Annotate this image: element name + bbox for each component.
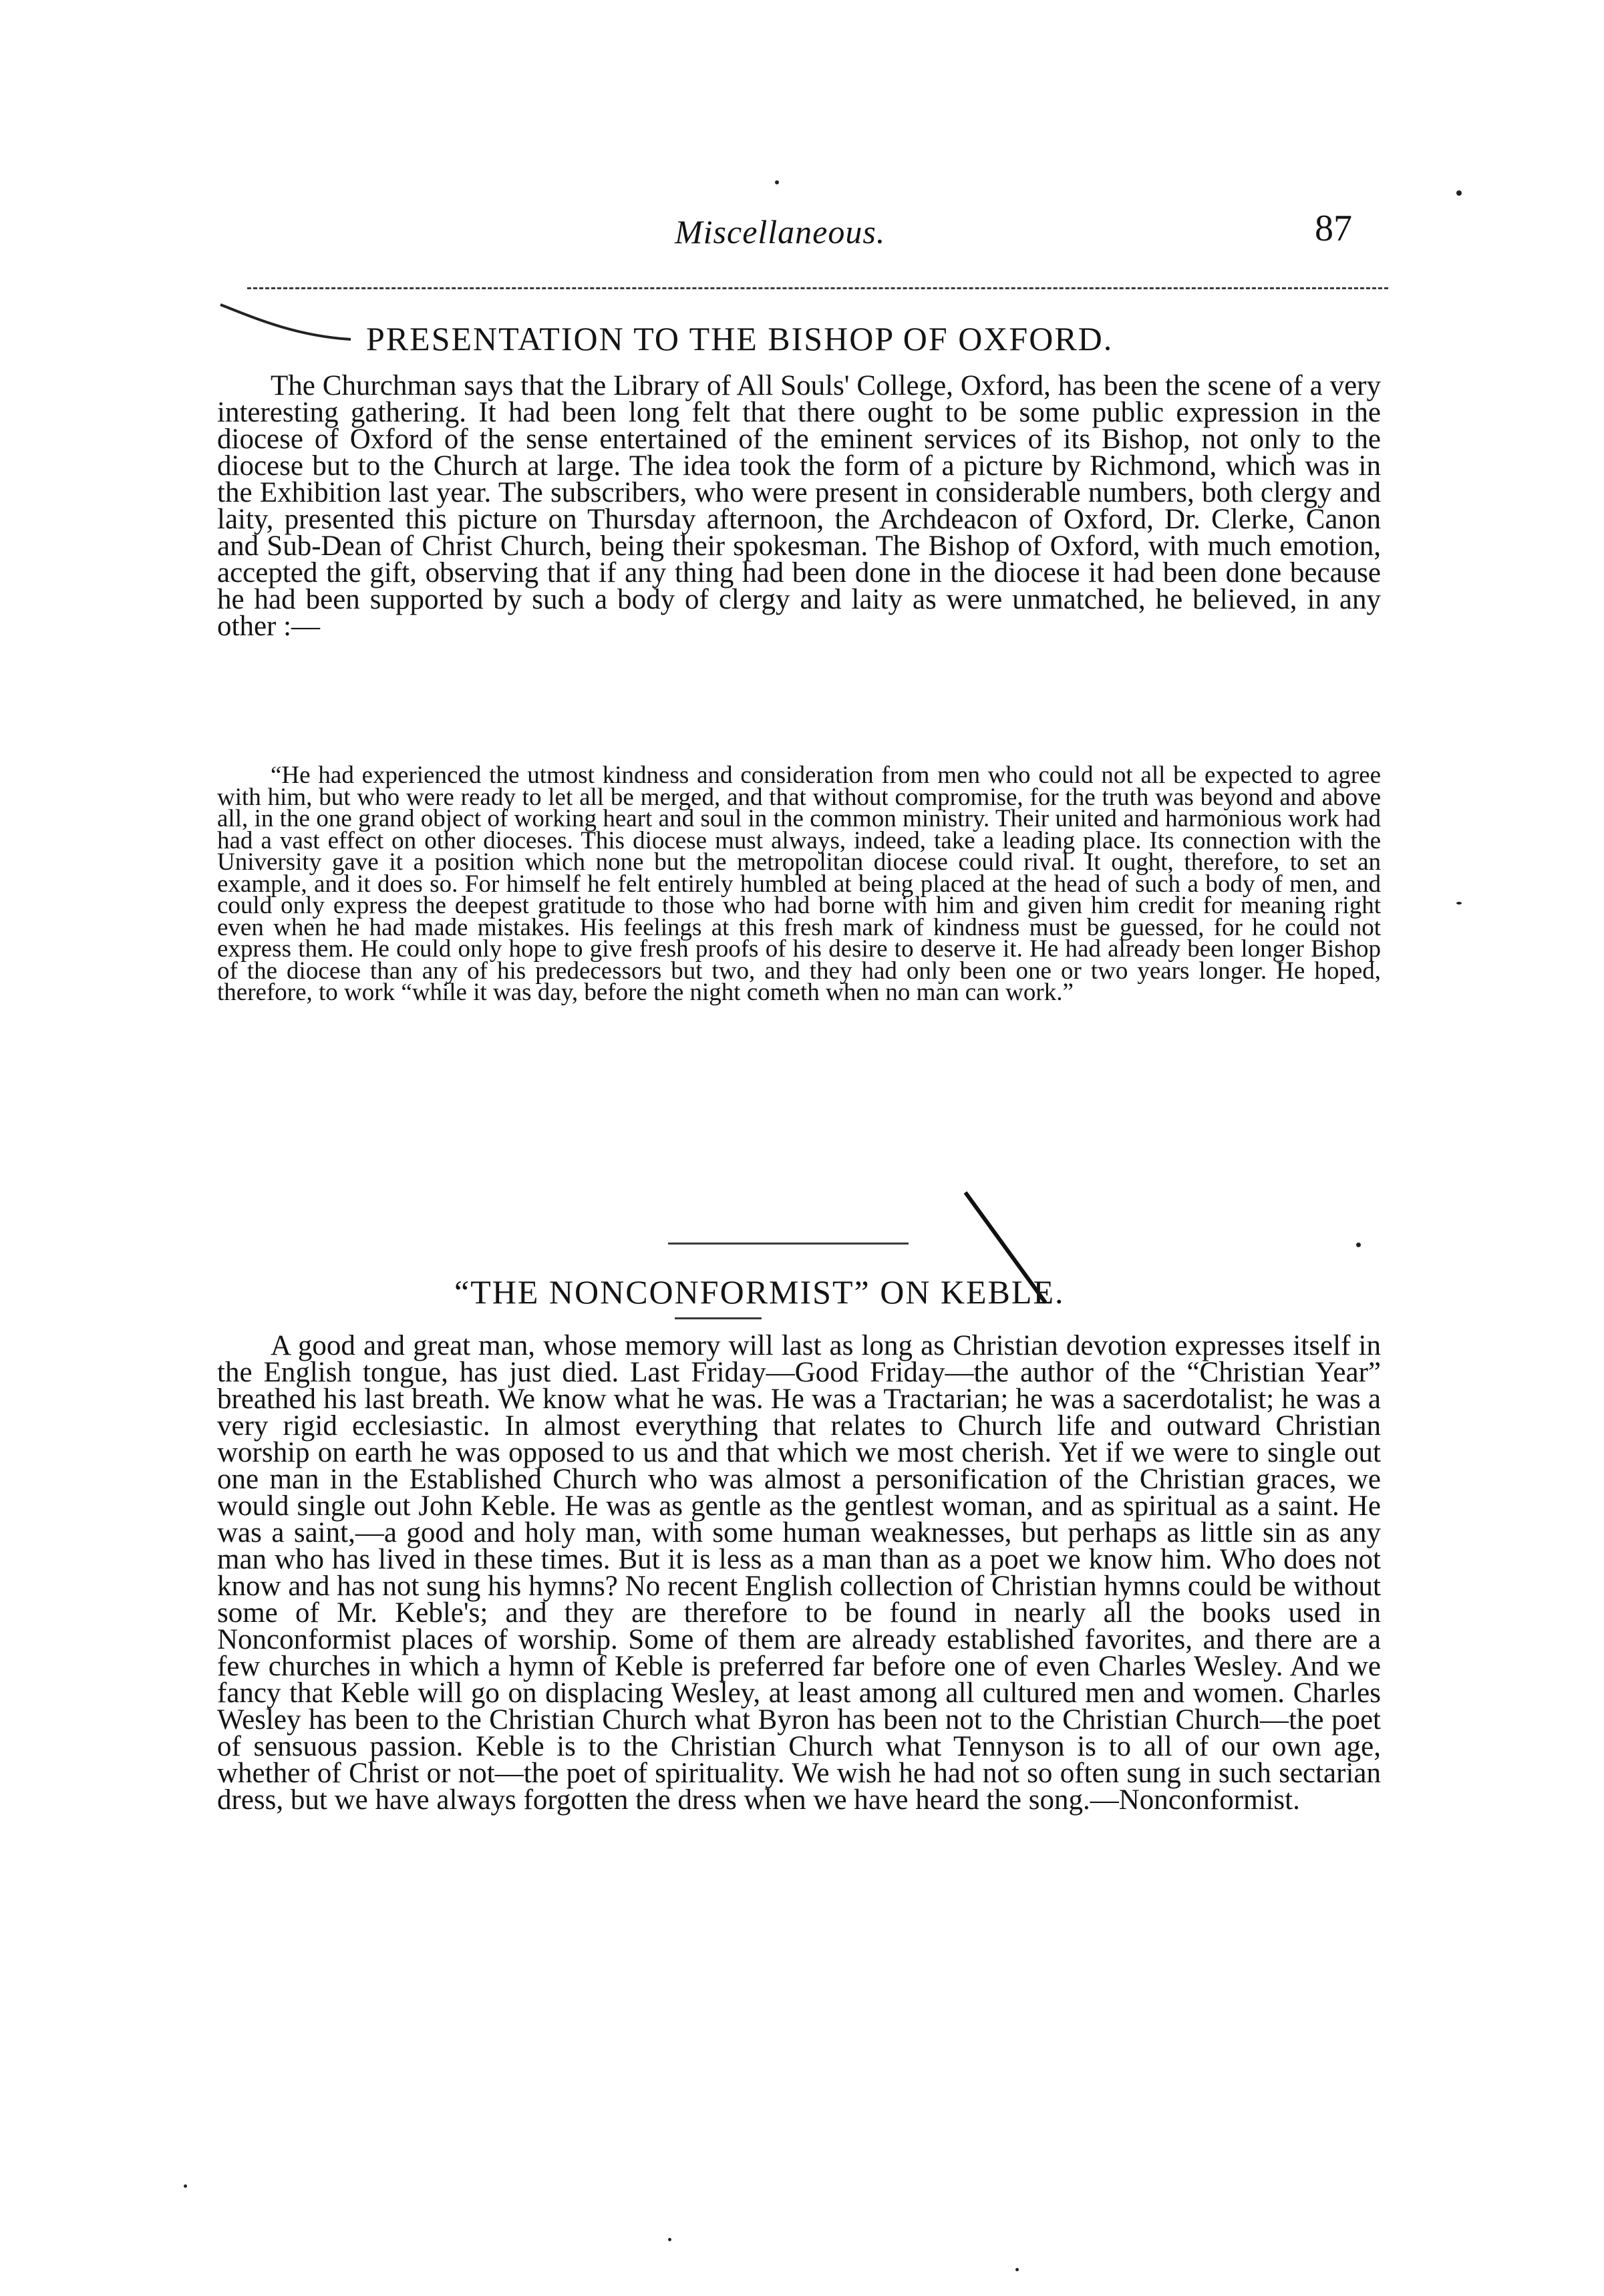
section-divider (668, 1243, 909, 1245)
scan-speck (1456, 902, 1462, 905)
pen-stroke-mark (217, 299, 357, 346)
page-number: 87 (1315, 208, 1352, 249)
header-rule (247, 287, 1388, 289)
article-title-presentation: PRESENTATION TO THE BISHOP OF OXFORD. (366, 320, 1114, 357)
scan-speck (184, 2184, 187, 2188)
paragraph-text: A good and great man, whose memory will last as long as Christian devotion expresses itself in the English tongue, has just died. Last Friday—Good Friday—the author of the “Christian Year” breathed his last breath. We know what he was. He was a Tractarian; he was a sacerdotalist; he was a very rigid ecclesiastic. In almost everything that relates to Church life and outward Christian worship on earth he was opposed to us and that which we most cherish. Yet if we were to single out one man in the Established Church who was almost a personification of the Christian graces, we would single out John Keble. He was as gentle as the gentlest woman, and as spiritual as a saint. He was a saint,—a good and holy man, with some human weaknesses, but perhaps as little sin as any man who has lived in these times. But it is less as a man than as a poet we know him. Who does not know and has not sung his hymns? No recent English collection of Christian hymns could be without some of Mr. Keble's; and they are therefore to be found in nearly all the books used in Nonconformist places of worship. Some of them are already established favorites, and there are a few churches in which a hymn of Keble is preferred far before one of even Charles Wesley. And we fancy that Keble will go on displacing Wesley, at least among all cultured men and women. Charles Wesley has been to the Christian Church what Byron has been not to the Christian Church—the poet of sensuous passion. Keble is to the Christian Church what Tennyson is to all of our own age, whether of Christ or not—the poet of spirituality. We wish he had not so often sung in such sectarian dress, but we have always forgotten the dress when we have heard the song.—Nonconformist. (217, 1330, 1381, 1816)
paragraph-text: The Churchman says that the Library of All Souls' College, Oxford, has been the scene of a very interesting gathering. It had been long felt that there ought to be some public expression in the diocese of Oxford of the sense entertained of the eminent services of its Bishop, not only to the diocese but to the Church at large. The idea took the form of a picture by Richmond, which was in the Exhibition last year. The subscribers, who were present in considerable numbers, both clergy and laity, presented this picture on Thursday afternoon, the Archdeacon of Oxford, Dr. Clerke, Canon and Sub-Dean of Christ Church, being their spokesman. The Bishop of Oxford, with much emotion, accepted the gift, observing that if any thing had been done in the diocese it had been done because he had been supported by such a body of clergy and laity as were unmatched, he believed, in any other :— (217, 370, 1381, 642)
article-paragraph-presentation (217, 370, 1381, 642)
scan-speck (1456, 190, 1462, 196)
scan-speck (775, 180, 779, 184)
article-paragraph-keble (217, 1330, 1381, 1816)
scan-speck (668, 2238, 671, 2241)
scan-speck (1015, 2268, 1019, 2271)
scan-speck (1356, 1243, 1361, 1247)
bishop-quotation (217, 762, 1381, 1006)
quotation-text: “He had experienced the utmost kindness and consideration from men who could not all be expected to agree with him, but who were ready to let all be merged, and that without compromise, for the truth was beyond and above all, in the one grand object of working heart and soul in the common ministry. Their united and harmonious work had had a vast effect on other dioceses. This diocese must always, indeed, take a leading place. Its connection with the University gave it a position which none but the metropolitan diocese could rival. It ought, therefore, to set an example, and it does so. For himself he felt entirely humbled at being placed at the head of such a body of men, and could only express the deepest gratitude to those who had borne with him and given him credit for meaning right even when he had made mistakes. His feelings at this fresh mark of kindness must be guessed, for he could not express them. He could only hope to give fresh proofs of his desire to deserve it. He had already been longer Bishop of the diocese than any of his predecessors but two, and they had only been one or two years longer. He hoped, therefore, to work “while it was day, before the night cometh when no man can work.” (217, 762, 1381, 1006)
article-title-keble: “THE NONCONFORMIST” ON KEBLE. (454, 1273, 1065, 1311)
title-underline (675, 1317, 762, 1319)
running-title: Miscellaneous. (675, 213, 886, 251)
